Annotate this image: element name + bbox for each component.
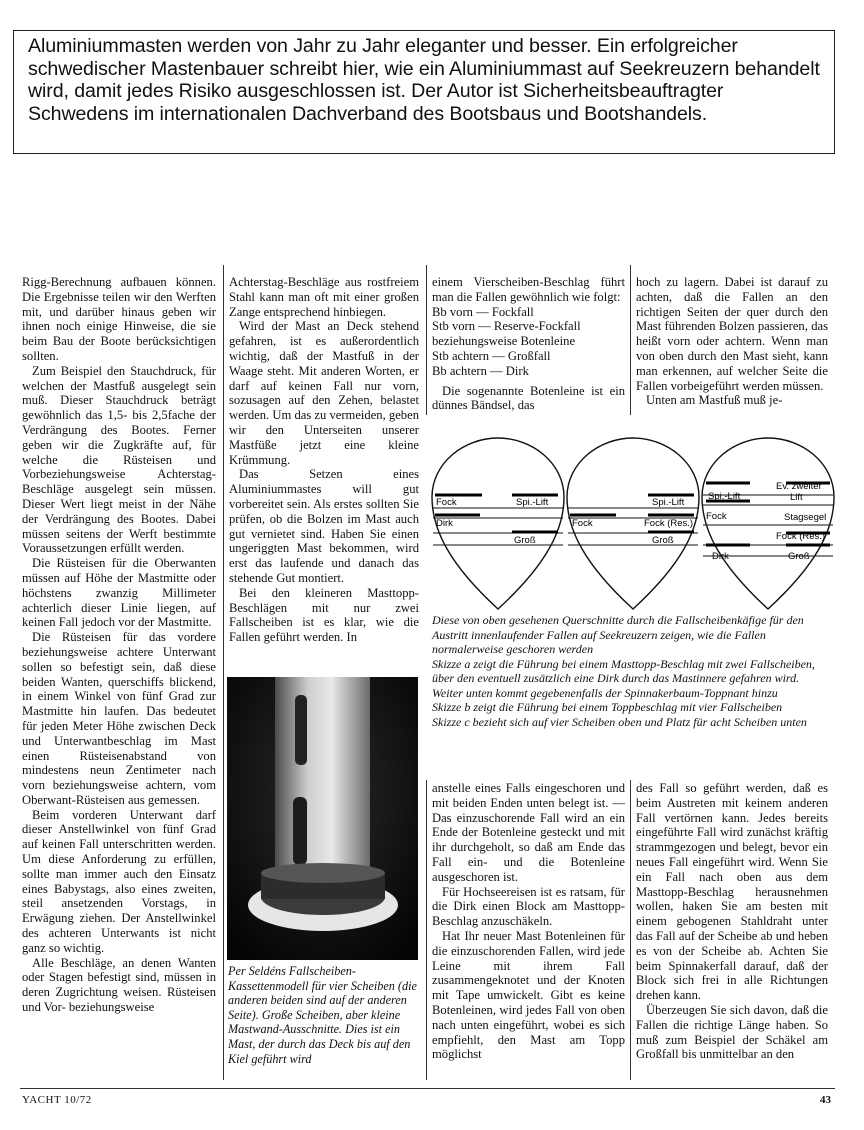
diagram-label: Dirk [712, 551, 729, 562]
caption-line: Skizze a zeigt die Führung bei einem Masttopp-Beschlag mit zwei Fallscheiben, über den eventuell zusätzlich eine Dirk durch das Mastinnere gefahren wird. Weiter unten kommt gegebenenfalls der Spinnakerbaum-Toppnant hinzu [432, 656, 815, 700]
paragraph: des Fall so geführt werden, daß es beim Austreten mit keinem anderen Fall vertörnen kann. Jedes bereits eingeführte Fall wird zunächst kräftig strammgezogen und belegt, bevor ein neues Fall eingeführt wird. Wenn Sie ein Fall nach oben aus dem Masttopp-Beschlag herausnehmen wollen, haken Sie am besten mit einem gebogenen Stahldraht unter das Fall auf der Scheibe ab und heben es von der Scheibe ab. Achten Sie beim Spinnakerfall darauf, daß der Block sich frei in alle Richtungen drehen kann. [636, 781, 828, 1003]
paragraph: Überzeugen Sie sich davon, daß die Fallen die richtige Länge haben. So muß zum Beispiel der Schäkel am Großfall bis unmittelbar an den [636, 1002, 828, 1062]
diagram-label: Spi.-Lift [708, 491, 741, 502]
column-rule [426, 265, 427, 415]
column-2 [229, 275, 419, 645]
column-rule [630, 780, 631, 1080]
list-item: Bb vorn — Fockfall [432, 304, 534, 319]
diagram-label: Lift [790, 492, 803, 503]
diagram-label: Groß [652, 535, 674, 546]
paragraph: Bei den kleineren Masttopp-Beschlägen mit nur zwei Fallscheiben ist es klar, wie die Fallen geführt werden. In [229, 585, 419, 645]
paragraph: Achterstag-Beschläge aus rostfreiem Stahl kann man oft mit einer großen Zange entsprechend hinbiegen. [229, 275, 419, 319]
list-item: Bb achtern — Dirk [432, 363, 529, 378]
column-rule [630, 265, 631, 415]
footer-rule [20, 1088, 835, 1089]
diagram-label: Dirk [436, 518, 453, 529]
diagram-label: Ev. zweiter [776, 481, 822, 492]
paragraph: Zum Beispiel den Stauchdruck, für welchen der Mastfuß ausgelegt sein muß. Dieser Stauchdruck beträgt gewöhnlich das 1,5- bis 2,5fache der Verdrängung des Bootes. Ferner geben wir die Zugkräfte auf, für welche die Rüsteisen und Vorbeziehungsweise Achterstag-Beschläge ausgelegt sein müssen. Dieser Wert liegt meist in der Nähe der Verdrängung des Bootes. Dabei müssen seitens der Werft bestimmte Voraussetzungen erfüllt werden. [22, 363, 216, 556]
column-3 [432, 275, 625, 413]
list-item: Stb vorn — Reserve-Fockfall beziehungsweise Botenleine [432, 319, 581, 349]
paragraph: Hat Ihr neuer Mast Botenleinen für die einzuschorenden Fallen, wird jede Leine mit ihrem Fall zusammengeknotet und der Knoten mit Tape umwickelt. Gibt es keine Botenleinen, wird jedes Fall von oben nach unten eingeführt, wobei es sich empfiehlt, den Mast am Topp möglichst [432, 928, 625, 1062]
paragraph: Alle Beschläge, an denen Wanten oder Stagen befestigt sind, müssen in deren Zugrichtung weisen. Rüsteisen und Vor- beziehungsweise [22, 955, 216, 1015]
diagram-label: Groß [788, 551, 810, 562]
caption-line: Skizze b zeigt die Führung bei einem Toppbeschlag mit vier Fallscheiben [432, 700, 783, 714]
list-item: Stb achtern — Großfall [432, 348, 551, 363]
paragraph: Beim vorderen Unterwant darf dieser Anstellwinkel von fünf Grad auf keinen Fall unterschritten werden. Um diese Anforderung zu erfüllen, sollte man immer auch den Einsatz eines Babystags, also eines zweiten, steil ansetzenden Vorstags, in Erwägung ziehen. Der Anstellwinkel des achteren Unterwants ist nicht ganz so wichtig. [22, 807, 216, 955]
intro-box [13, 30, 835, 154]
page-number: 43 [820, 1094, 831, 1106]
paragraph: Unten am Mastfuß muß je- [646, 393, 783, 408]
footer-magazine: YACHT 10/72 [22, 1094, 92, 1106]
intro-text: Aluminiummasten werden von Jahr zu Jahr eleganter und besser. Ein erfolgreicher schwedischer Mastenbauer schreibt hier, wie ein Aluminiummast auf Seekreuzern behandelt wird, damit jedes Risiko ausgeschlossen ist. Der Autor ist Sicherheitsbeauftragter Schwedens im internationalen Dachverband des Bootsbaus und Bootshandels. [28, 35, 820, 125]
paragraph: Wird der Mast an Deck stehend gefahren, ist es außerordentlich wichtig, daß der Mastfuß in der Waage steht. Mit anderen Worten, er darf auf keinen Fall nur vorn, sozusagen auf den Zehen, belastet werden. Um das zu vermeiden, geben wir den Unterseiten unserer Mastfüße jetzt eine kleine Krümmung. [229, 319, 419, 467]
column-4 [636, 275, 828, 408]
mast-photo [227, 677, 418, 960]
column-1 [22, 275, 216, 1015]
caption-line: Diese von oben gesehenen Querschnitte durch die Fallscheibenkäfige für den Austritt innenlaufender Fallen auf Seekreuzern zeigen, wie die Fallen normalerweise geschoren werden [432, 613, 804, 656]
caption-line: Skizze c bezieht sich auf vier Scheiben oben und Platz für acht Scheiben unten [432, 714, 807, 729]
diagram-label: Fock (Res.) [644, 518, 694, 529]
paragraph: Die Rüsteisen für das vordere beziehungsweise achtere Unterwant sollen so befestigt sein, daß diese beiden Wanten, querschiffs blickend, in einem Winkel von fünf Grad zur Mastmitte hin laufen. Das bedeutet für jeden Meter Höhe zwischen Deck und Unterwantbeschlag im Mast einen Rüsteisenabstand von mindestens neun Zentimeter nach vorn beziehungsweise achtern, vom Oberwant-Rüsteisen aus gemessen. [22, 630, 216, 807]
paragraph: Rigg-Berechnung aufbauen können. Die Ergebnisse teilen wir den Werften mit, und darüber hinaus geben wir ihnen noch einige Hinweise, die sie beim Bau der Boote berücksichtigen sollten. [22, 275, 216, 363]
photo-caption [228, 964, 420, 1066]
diagram-label: Spi.-Lift [516, 497, 549, 508]
paragraph: einem Vierscheiben-Beschlag führt man die Fallen gewöhnlich wie folgt: [432, 275, 625, 304]
paragraph: anstelle eines Falls eingeschoren und mit beiden Enden unten belegt ist. — Das einzuschorende Fall wird an ein Ende der Botenleine gesteckt und mit ihr durchgeholt, so daß am Ende das Fall ein- und die Botenleine ausgeschoren ist. [432, 781, 625, 884]
diagram-label: Spi.-Lift [652, 497, 685, 508]
diagram-label: Fock [436, 497, 457, 508]
diagram-label: Fock (Res.) [776, 531, 826, 542]
paragraph: Die Rüsteisen für die Oberwanten müssen auf Höhe der Mastmitte oder höchstens zwanzig Millimeter achterlich dieser Linie liegen, auf keinen Fall jedoch vor der Mastmitte. [22, 556, 216, 630]
paragraph: hoch zu lagern. Dabei ist darauf zu achten, daß die Fallen an den richtigen Seiten der quer durch den Mast führenden Bolzen passieren, das heißt vorn oder achtern. Wenn man von oben durch den Mast sieht, kann man erkennen, auf welcher Seite die Fallen vorbeigeführt werden müssen. [636, 275, 828, 393]
mast-photo-illustration [227, 677, 418, 960]
column-rule [426, 780, 427, 1080]
column-4-bottom [636, 781, 828, 1062]
paragraph: Die sogenannte Botenleine ist ein dünnes Bändsel, das [432, 383, 625, 413]
diagram-label: Stagsegel [784, 512, 827, 523]
column-3-bottom [432, 781, 625, 1062]
paragraph: Für Hochseereisen ist es ratsam, für die Dirk einen Block am Masttopp-Beschlag anzuschäkeln. [432, 884, 625, 929]
caption-text: Per Seldéns Fallscheiben-Kassettenmodell für vier Scheiben (die anderen beiden sind auf der anderen Seite). Große Scheiben, aber kleine Mastwand-Ausschnitte. Dies ist ein Mast, der durch das Deck bis auf den Kiel geführt wird [228, 964, 417, 1066]
diagram-label: Fock [572, 518, 593, 529]
diagram-caption [432, 613, 832, 729]
diagram-label: Groß [514, 535, 536, 546]
fallscheiben-diagram [430, 435, 838, 615]
diagram-label: Fock [706, 511, 727, 522]
column-rule [223, 265, 224, 1080]
cross-section-c [702, 438, 834, 609]
paragraph: Das Setzen eines Aluminiummastes will gut vorbereitet sein. Als erstes sollten Sie prüfen, ob die Bolzen im Mast auch gut vernietet sind. Haben Sie einen ungeriggten Mast bekommen, wird erst das laufende und danach das stehende Gut montiert. [229, 467, 419, 585]
